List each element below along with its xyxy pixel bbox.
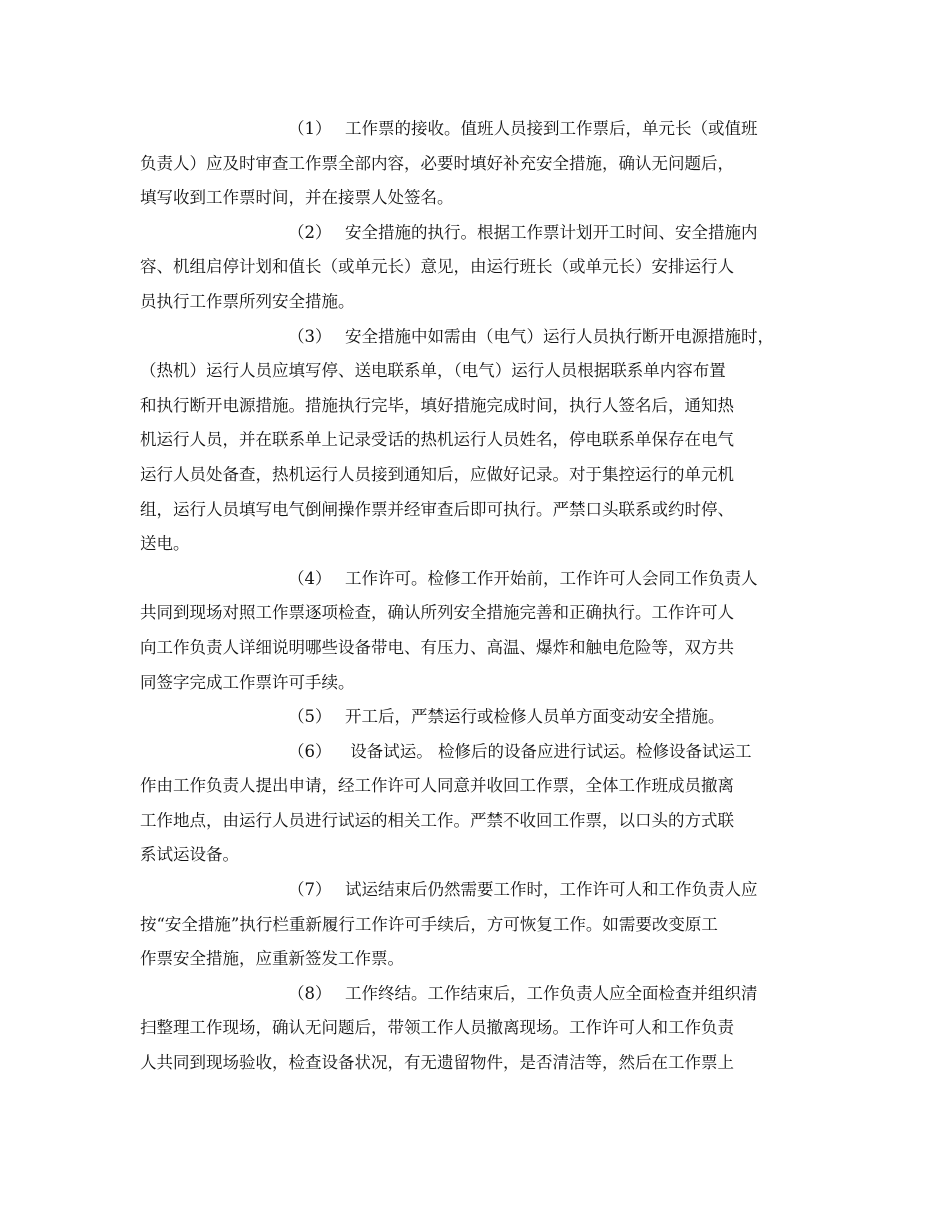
paragraph-line: 作票安全措施，应重新签发工作票。	[140, 949, 404, 969]
paragraph-line: 容、机组启停计划和值长（或单元长）意见，由运行班长（或单元长）安排运行人	[140, 257, 734, 277]
paragraph-5	[140, 700, 820, 735]
paragraph-line: （热机）运行人员应填写停、送电联系单，（电气）运行人员根据联系单内容布置	[140, 361, 726, 381]
paragraph-3	[140, 320, 820, 562]
paragraph-line: 试运结束后仍然需要工作时，工作许可人和工作负责人应	[345, 880, 758, 900]
paragraph-line: 组，运行人员填写电气倒闸操作票并经审查后即可执行。严禁口头联系或约时停、	[140, 499, 734, 519]
document-body	[140, 112, 820, 1081]
paragraph-line: 人共同到现场验收，检查设备状况，有无遗留物件，是否清洁等，然后在工作票上	[140, 1053, 734, 1073]
paragraph-number: （6）	[288, 741, 332, 761]
paragraph-number: （7）	[288, 880, 332, 900]
paragraph-line: 作由工作负责人提出申请，经工作许可人同意并收回工作票，全体工作班成员撤离	[140, 776, 734, 796]
paragraph-line: 工作地点，由运行人员进行试运的相关工作。严禁不收回工作票，以口头的方式联	[140, 810, 734, 830]
paragraph-line: 送电。	[140, 534, 190, 554]
paragraph-line: 填写收到工作票时间，并在接票人处签名。	[140, 188, 454, 208]
paragraph-line: 扫整理工作现场，确认无问题后，带领工作人员撤离现场。工作许可人和工作负责	[140, 1018, 734, 1038]
paragraph-line: 和执行断开电源措施。措施执行完毕，填好措施完成时间，执行人签名后，通知热	[140, 395, 734, 415]
paragraph-number: （2）	[288, 222, 332, 242]
paragraph-line: 设备试运。 检修后的设备应进行试运。检修设备试运工	[345, 741, 752, 761]
paragraph-line: 工作许可。检修工作开始前，工作许可人会同工作负责人	[345, 568, 758, 588]
paragraph-line: 向工作负责人详细说明哪些设备带电、有压力、高温、爆炸和触电危险等，双方共	[140, 637, 734, 657]
paragraph-line: 安全措施的执行。根据工作票计划开工时间、安全措施内	[345, 222, 758, 242]
paragraph-8	[140, 977, 820, 1081]
paragraph-line: 同签字完成工作票许可手续。	[140, 672, 355, 692]
paragraph-4	[140, 562, 820, 700]
paragraph-line: 系试运设备。	[140, 845, 239, 865]
paragraph-line: 开工后，严禁运行或检修人员单方面变动安全措施。	[345, 707, 725, 727]
paragraph-7	[140, 873, 820, 977]
paragraph-number: （3）	[288, 326, 332, 346]
paragraph-line: 工作终结。工作结束后，工作负责人应全面检查并组织清	[345, 983, 758, 1003]
paragraph-line: 机运行人员，并在联系单上记录受话的热机运行人员姓名，停电联系单保存在电气	[140, 430, 734, 450]
paragraph-line: 负责人）应及时审查工作票全部内容，必要时填好补充安全措施，确认无问题后，	[140, 153, 734, 173]
paragraph-number: （5）	[288, 707, 332, 727]
paragraph-number: （4）	[288, 568, 332, 588]
paragraph-6	[140, 735, 820, 873]
paragraph-number: （1）	[288, 119, 332, 138]
paragraph-line: 员执行工作票所列安全措施。	[140, 291, 355, 311]
paragraph-line: 安全措施中如需由（电气）运行人员执行断开电源措施时，	[345, 326, 774, 346]
paragraph-2	[140, 216, 820, 320]
paragraph-line: 工作票的接收。值班人员接到工作票后，单元长（或值班	[345, 119, 758, 138]
paragraph-line: 共同到现场对照工作票逐项检查，确认所列安全措施完善和正确执行。工作许可人	[140, 603, 734, 623]
paragraph-line: 运行人员处备查，热机运行人员接到通知后，应做好记录。对于集控运行的单元机	[140, 464, 734, 484]
paragraph-line: 按“安全措施”执行栏重新履行工作许可手续后，方可恢复工作。如需要改变原工	[140, 914, 718, 934]
paragraph-1	[140, 112, 820, 216]
paragraph-number: （8）	[288, 983, 332, 1003]
